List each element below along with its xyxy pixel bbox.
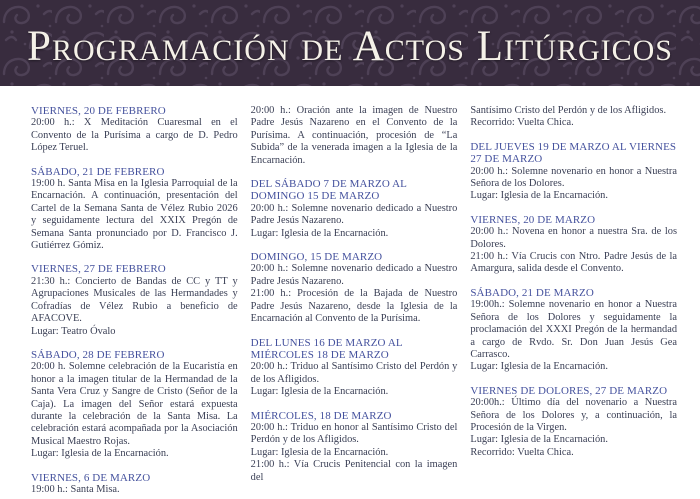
event-date-heading: DEL SÁBADO 7 DE MARZO AL DOMINGO 15 DE MARZO bbox=[250, 178, 407, 203]
event-date-heading: DOMINGO, 15 DE MARZO bbox=[250, 251, 383, 264]
event-block bbox=[31, 349, 238, 461]
event-block bbox=[251, 410, 458, 484]
event-paragraph: Lugar: Iglesia de la Encarnación. bbox=[470, 434, 608, 446]
event-date-heading: DEL JUEVES 19 DE MARZO AL VIERNES 27 DE MARZO bbox=[470, 140, 677, 166]
event-paragraph: 20:00 h.: Triduo al Santísimo Cristo del Perdón y de los Afligidos. bbox=[250, 361, 458, 385]
event-paragraph: Lugar: Iglesia de la Encarnación. bbox=[470, 361, 608, 373]
event-paragraph: 19:00h.: Solemne novenario en honor a Nuestra Señora de los Dolores y seguidamente la proclamación del XXXI Pregón de la hermandad a cargo de Rvdo. Sr. Don Juan Jesús Gea Carrasco. bbox=[470, 299, 678, 360]
event-date-heading: SÁBADO, 21 DE MARZO bbox=[470, 286, 594, 299]
column-1 bbox=[31, 105, 238, 499]
event-date-heading: VIERNES, 20 DE FEBRERO bbox=[31, 105, 166, 117]
event-paragraph: Lugar: Iglesia de la Encarnación. bbox=[250, 386, 389, 398]
event-date-heading: SÁBADO, 21 DE FEBRERO bbox=[31, 165, 165, 178]
event-paragraph: 21:00 h.: Procesión de la Bajada de Nuestro Padre Jesús Nazareno, desde la Iglesia de la Encarnación al Convento de la Purísima. bbox=[250, 288, 458, 325]
event-date-heading: MIÉRCOLES, 18 DE MARZO bbox=[250, 409, 392, 422]
event-paragraph: 20:00 h.: Solemne novenario en honor a Nuestra Señora de los Dolores. bbox=[470, 165, 678, 190]
program-columns bbox=[0, 86, 700, 499]
event-block bbox=[31, 105, 238, 155]
event-paragraph: 19:00 h. Santa Misa en la Iglesia Parroquial de la Encarnación. A continuación, presentación del Cartel de la Semana Santa de Vélez Rubio 2026 y seguidamente lectura del XXIX Pregón de Semana Santa pronunciado por D. Francisco J. Gutiérrez Gómiz. bbox=[31, 178, 238, 252]
event-block bbox=[251, 337, 458, 399]
event-date-heading: DEL LUNES 16 DE MARZO AL MIÉRCOLES 18 DE MARZO bbox=[250, 336, 403, 361]
event-paragraph: Lugar: Iglesia de la Encarnación. bbox=[250, 227, 389, 239]
event-block bbox=[31, 166, 238, 253]
poster-header bbox=[0, 0, 700, 86]
event-paragraph: 20:00 h.: Oración ante la imagen de Nuestro Padre Jesús Nazareno en el Convento de la Purísima. A continuación, procesión de “La Subida” de la venerada imagen a la Iglesia de la Encarnación. bbox=[250, 105, 458, 166]
event-block bbox=[470, 385, 677, 459]
event-date-heading: VIERNES, 27 DE FEBRERO bbox=[31, 263, 166, 276]
event-paragraph: 20:00 h.: Solemne novenario dedicado a Nuestro Padre Jesús Nazareno. bbox=[250, 263, 458, 287]
event-paragraph: Santísimo Cristo del Perdón y de los Afligidos. bbox=[470, 105, 667, 116]
event-paragraph: 21:00 h.: Vía Crucis con Ntro. Padre Jesús de la Amargura, salida desde el Convento. bbox=[470, 251, 678, 275]
event-paragraph: Lugar: Iglesia de la Encarnación. bbox=[250, 446, 389, 458]
poster-title: Programación de Actos Litúrgicos bbox=[27, 22, 673, 70]
event-paragraph: Lugar: Teatro Óvalo bbox=[31, 325, 116, 337]
event-paragraph: 21:30 h.: Concierto de Bandas de CC y TT y Agrupaciones Musicales de las Hermandades y Cofradías de Vélez Rubio a beneficio de AFACOVE. bbox=[31, 275, 238, 325]
event-date-heading: VIERNES, 20 DE MARZO bbox=[470, 213, 596, 226]
event-block bbox=[251, 251, 458, 325]
column-2 bbox=[251, 105, 458, 499]
event-block bbox=[470, 214, 677, 276]
event-block bbox=[31, 263, 238, 337]
column-3 bbox=[470, 105, 677, 499]
event-paragraph: 21:00 h.: Vía Crucis Penitencial con la imagen del bbox=[250, 459, 458, 483]
event-date-heading: SÁBADO, 28 DE FEBRERO bbox=[31, 348, 165, 361]
event-paragraph: Recorrido: Vuelta Chica. bbox=[470, 446, 574, 458]
event-date-heading: VIERNES DE DOLORES, 27 DE MARZO bbox=[470, 384, 668, 397]
event-paragraph: 20:00 h. Solemne celebración de la Eucaristía en honor a la imagen titular de la Hermandad de la Santa Vera Cruz y Sangre de Cristo (Señor de la Caja). La imagen del Señor estará expuesta durante la celebración de la Santa Misa. La celebración estará acompañada por la Asociación Musical Maestro Rojas. bbox=[31, 361, 238, 447]
event-paragraph: 20:00 h.: Solemne novenario dedicado a Nuestro Padre Jesús Nazareno. bbox=[250, 202, 458, 227]
event-paragraph: Recorrido: Vuelta Chica. bbox=[470, 117, 574, 129]
event-block bbox=[470, 105, 677, 130]
event-block bbox=[251, 178, 458, 240]
event-paragraph: 20:00 h.: X Meditación Cuaresmal en el Convento de la Purísima a cargo de D. Pedro López Teruel. bbox=[31, 117, 238, 154]
event-date-heading: VIERNES, 6 DE MARZO bbox=[31, 471, 151, 484]
event-paragraph: 20:00 h.: Novena en honor a nuestra Sra. de los Dolores. bbox=[470, 226, 678, 250]
event-paragraph: Lugar: Iglesia de la Encarnación. bbox=[31, 448, 169, 460]
event-block bbox=[31, 472, 238, 497]
event-paragraph: 20:00 h.: Triduo en honor al Santísimo Cristo del Perdón y de los Afligidos. bbox=[250, 421, 458, 446]
event-block bbox=[470, 287, 677, 374]
event-paragraph: Lugar: Iglesia de la Encarnación. bbox=[470, 190, 608, 202]
event-paragraph: 20:00h.: Último día del novenario a Nuestra Señora de los Dolores y, a continuación, la Procesión de la Virgen. bbox=[470, 397, 678, 433]
event-paragraph: 19:00 h.: Santa Misa. bbox=[31, 483, 120, 495]
event-block bbox=[470, 141, 677, 203]
event-block bbox=[251, 105, 458, 167]
